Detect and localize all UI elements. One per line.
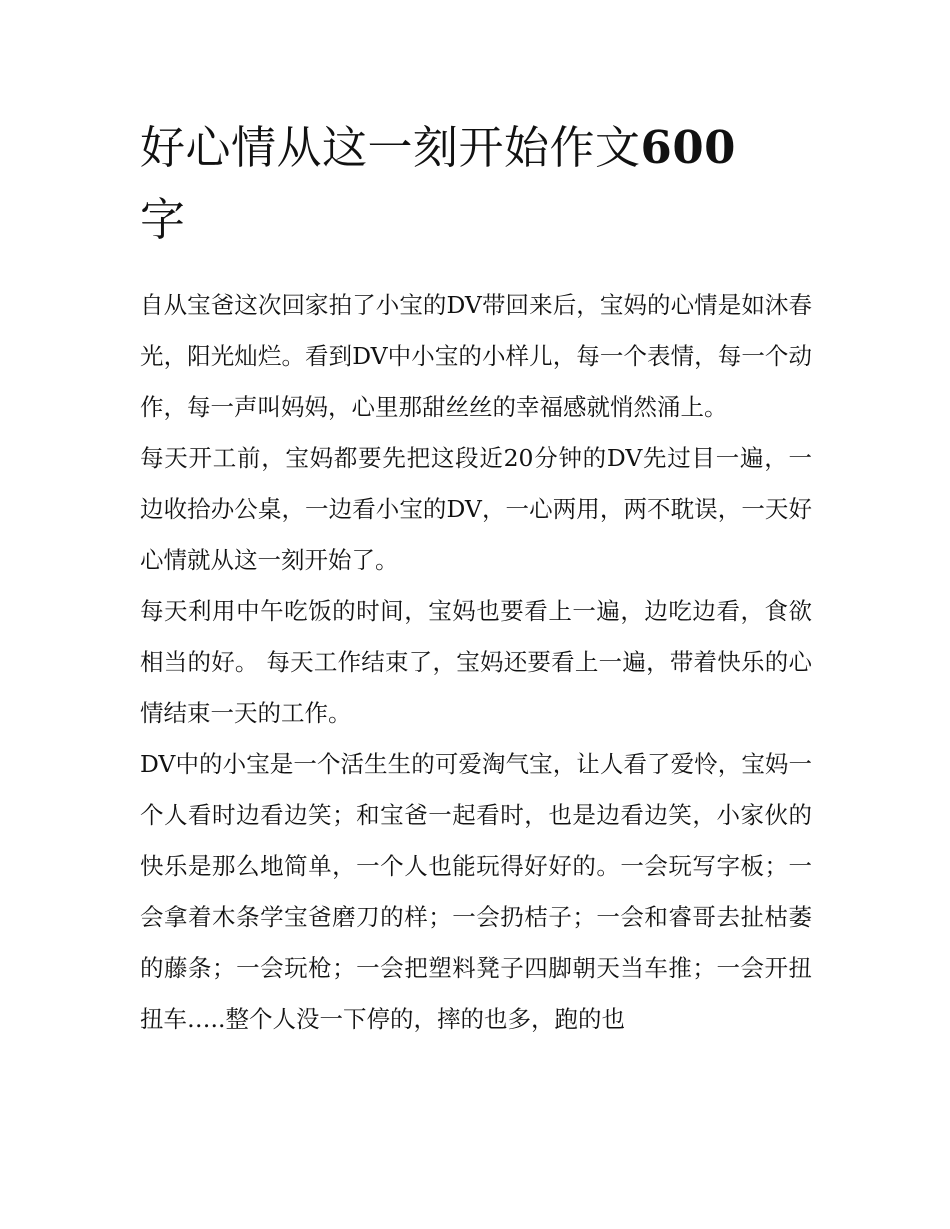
document-body bbox=[140, 112, 812, 1045]
paragraph-4: DV中的小宝是一个活生生的可爱淘气宝，让人看了爱怜，宝妈一个人看时边看边笑；和宝爸一起看时，也是边看边笑，小家伙的快乐是那么地简单，一个人也能玩得好好的。一会玩写字板；一会拿着木条学宝爸磨刀的样；一会扔桔子；一会和睿哥去扯枯萎的藤条；一会玩枪；一会把塑料凳子四脚朝天当车推；一会开扭扭车…..整个人没一下停的，摔的也多，跑的也 bbox=[140, 750, 812, 1033]
paragraph-1: 自从宝爸这次回家拍了小宝的DV带回来后，宝妈的心情是如沐春光，阳光灿烂。看到DV中小宝的小样儿，每一个表情，每一个动作，每一声叫妈妈，心里那甜丝丝的幸福感就悄然涌上。 bbox=[140, 291, 812, 421]
paragraph-3: 每天利用中午吃饭的时间，宝妈也要看上一遍，边吃边看，食欲相当的好。 每天工作结束了，宝妈还要看上一遍，带着快乐的心情结束一天的工作。 bbox=[140, 597, 812, 727]
title-suffix: 字 bbox=[140, 193, 186, 246]
paragraph-2: 每天开工前，宝妈都要先把这段近20分钟的DV先过目一遍，一边收拾办公桌，一边看小宝的DV，一心两用，两不耽误，一天好心情就从这一刻开始了。 bbox=[140, 444, 812, 574]
document-title bbox=[140, 112, 812, 256]
title-text: 好心情从这一刻开始作文 bbox=[140, 121, 641, 174]
title-number: 600 bbox=[640, 121, 736, 174]
